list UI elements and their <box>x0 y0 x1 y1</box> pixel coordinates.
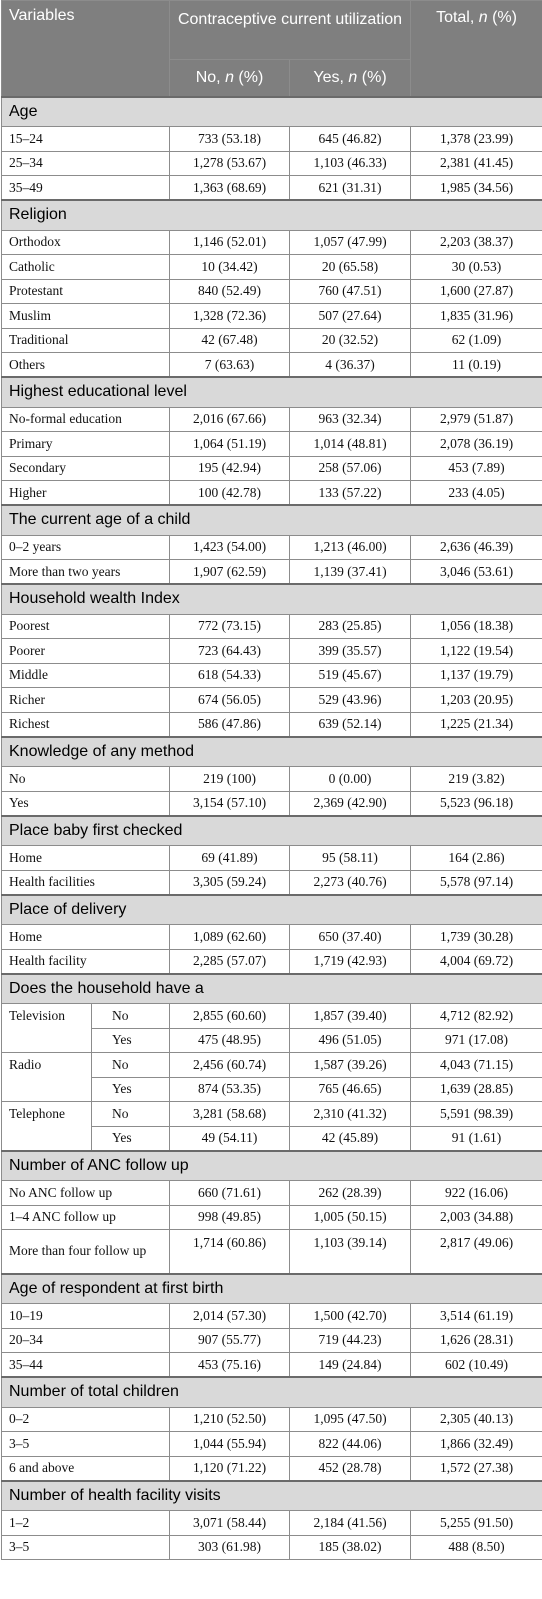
table-row <box>2 1230 542 1274</box>
section-header-row <box>2 737 542 767</box>
yes-value-cell: 258 (57.06) <box>290 456 411 481</box>
row-label: Health facility <box>2 949 170 974</box>
table-row <box>2 688 542 713</box>
yes-value-cell: 262 (28.39) <box>290 1181 411 1206</box>
sub-label: No <box>92 1102 170 1127</box>
table-row <box>2 481 542 506</box>
no-value-cell: 1,089 (62.60) <box>170 925 290 950</box>
total-value-cell: 1,835 (31.96) <box>411 304 542 329</box>
section-header-row <box>2 974 542 1004</box>
total-value-cell: 488 (8.50) <box>411 1535 542 1560</box>
section-header-row <box>2 584 542 614</box>
table-body <box>2 97 542 1560</box>
no-value-cell: 100 (42.78) <box>170 481 290 506</box>
row-label: 10–19 <box>2 1304 170 1329</box>
yes-value-cell: 1,139 (37.41) <box>290 560 411 585</box>
row-label: 0–2 years <box>2 535 170 560</box>
yes-value-cell: 1,005 (50.15) <box>290 1205 411 1230</box>
no-header: No, n (%) <box>170 60 290 97</box>
total-value-cell: 4,043 (71.15) <box>411 1053 542 1078</box>
table-row <box>2 614 542 639</box>
row-label: 1–4 ANC follow up <box>2 1205 170 1230</box>
total-value-cell: 5,523 (96.18) <box>411 791 542 816</box>
no-value-cell: 453 (75.16) <box>170 1353 290 1378</box>
section-title: Number of total children <box>2 1377 542 1407</box>
table-row <box>2 639 542 664</box>
yes-value-cell: 760 (47.51) <box>290 279 411 304</box>
table-row <box>2 1205 542 1230</box>
section-header-row <box>2 895 542 925</box>
section-title: Household wealth Index <box>2 584 542 614</box>
no-value-cell: 303 (61.98) <box>170 1535 290 1560</box>
total-value-cell: 1,203 (20.95) <box>411 688 542 713</box>
table-row <box>2 846 542 871</box>
row-label: Orthodox <box>2 230 170 255</box>
total-value-cell: 1,572 (27.38) <box>411 1456 542 1481</box>
table-row <box>2 1407 542 1432</box>
table-row <box>2 767 542 792</box>
yes-value-cell: 719 (44.23) <box>290 1328 411 1353</box>
row-label: 20–34 <box>2 1328 170 1353</box>
table-row <box>2 304 542 329</box>
no-value-cell: 907 (55.77) <box>170 1328 290 1353</box>
total-value-cell: 2,979 (51.87) <box>411 407 542 432</box>
yes-value-cell: 20 (65.58) <box>290 255 411 280</box>
table-row <box>2 870 542 895</box>
table-row <box>2 1353 542 1378</box>
no-value-cell: 618 (54.33) <box>170 663 290 688</box>
table-row <box>2 230 542 255</box>
total-value-cell: 2,636 (46.39) <box>411 535 542 560</box>
no-value-cell: 49 (54.11) <box>170 1126 290 1151</box>
section-title: Knowledge of any method <box>2 737 542 767</box>
yes-value-cell: 399 (35.57) <box>290 639 411 664</box>
row-label: 25–34 <box>2 151 170 176</box>
total-value-cell: 1,122 (19.54) <box>411 639 542 664</box>
table-row <box>2 1004 542 1029</box>
no-value-cell: 772 (73.15) <box>170 614 290 639</box>
no-value-cell: 195 (42.94) <box>170 456 290 481</box>
row-label: Traditional <box>2 328 170 353</box>
section-title: Place of delivery <box>2 895 542 925</box>
yes-value-cell: 1,103 (46.33) <box>290 151 411 176</box>
total-value-cell: 1,378 (23.99) <box>411 127 542 152</box>
section-header-row <box>2 816 542 846</box>
yes-value-cell: 621 (31.31) <box>290 176 411 201</box>
total-value-cell: 2,203 (38.37) <box>411 230 542 255</box>
no-value-cell: 2,456 (60.74) <box>170 1053 290 1078</box>
total-header: Total, n (%) <box>411 1 542 97</box>
yes-value-cell: 1,057 (47.99) <box>290 230 411 255</box>
no-value-cell: 1,120 (71.22) <box>170 1456 290 1481</box>
table-row <box>2 1456 542 1481</box>
table-row <box>2 712 542 737</box>
total-value-cell: 2,305 (40.13) <box>411 1407 542 1432</box>
no-value-cell: 660 (71.61) <box>170 1181 290 1206</box>
no-value-cell: 1,714 (60.86) <box>170 1230 290 1274</box>
yes-value-cell: 765 (46.65) <box>290 1077 411 1102</box>
section-title: Religion <box>2 200 542 230</box>
total-value-cell: 3,514 (61.19) <box>411 1304 542 1329</box>
table-row <box>2 1511 542 1536</box>
group-label: Telephone <box>2 1102 92 1151</box>
yes-value-cell: 2,184 (41.56) <box>290 1511 411 1536</box>
sub-label: Yes <box>92 1126 170 1151</box>
no-value-cell: 1,210 (52.50) <box>170 1407 290 1432</box>
table-row <box>2 279 542 304</box>
table-row <box>2 127 542 152</box>
no-value-cell: 2,014 (57.30) <box>170 1304 290 1329</box>
total-value-cell: 62 (1.09) <box>411 328 542 353</box>
section-header-row <box>2 97 542 127</box>
yes-value-cell: 1,719 (42.93) <box>290 949 411 974</box>
row-label: More than two years <box>2 560 170 585</box>
table-row <box>2 535 542 560</box>
no-value-cell: 1,363 (68.69) <box>170 176 290 201</box>
row-label: Middle <box>2 663 170 688</box>
yes-value-cell: 822 (44.06) <box>290 1432 411 1457</box>
yes-value-cell: 20 (32.52) <box>290 328 411 353</box>
yes-value-cell: 133 (57.22) <box>290 481 411 506</box>
row-label: Muslim <box>2 304 170 329</box>
row-label: Higher <box>2 481 170 506</box>
table-row <box>2 560 542 585</box>
yes-value-cell: 2,273 (40.76) <box>290 870 411 895</box>
total-value-cell: 1,985 (34.56) <box>411 176 542 201</box>
section-header-row <box>2 1274 542 1304</box>
variables-header: Variables <box>2 1 170 97</box>
table-row <box>2 663 542 688</box>
total-value-cell: 5,578 (97.14) <box>411 870 542 895</box>
total-value-cell: 2,817 (49.06) <box>411 1230 542 1274</box>
table-row <box>2 1102 542 1127</box>
total-value-cell: 602 (10.49) <box>411 1353 542 1378</box>
row-label: Home <box>2 846 170 871</box>
no-value-cell: 874 (53.35) <box>170 1077 290 1102</box>
yes-value-cell: 1,587 (39.26) <box>290 1053 411 1078</box>
row-label: No-formal education <box>2 407 170 432</box>
total-value-cell: 453 (7.89) <box>411 456 542 481</box>
yes-value-cell: 4 (36.37) <box>290 353 411 378</box>
table-row <box>2 1535 542 1560</box>
yes-value-cell: 0 (0.00) <box>290 767 411 792</box>
yes-value-cell: 507 (27.64) <box>290 304 411 329</box>
total-value-cell: 2,003 (34.88) <box>411 1205 542 1230</box>
table-row <box>2 1432 542 1457</box>
total-value-cell: 219 (3.82) <box>411 767 542 792</box>
yes-value-cell: 1,095 (47.50) <box>290 1407 411 1432</box>
yes-value-cell: 1,014 (48.81) <box>290 432 411 457</box>
row-label: Poorest <box>2 614 170 639</box>
row-label: Secondary <box>2 456 170 481</box>
table-row <box>2 925 542 950</box>
yes-value-cell: 1,213 (46.00) <box>290 535 411 560</box>
no-value-cell: 2,285 (57.07) <box>170 949 290 974</box>
section-title: Place baby first checked <box>2 816 542 846</box>
group-label: Television <box>2 1004 92 1053</box>
total-value-cell: 1,626 (28.31) <box>411 1328 542 1353</box>
yes-value-cell: 645 (46.82) <box>290 127 411 152</box>
yes-value-cell: 95 (58.11) <box>290 846 411 871</box>
no-value-cell: 1,278 (53.67) <box>170 151 290 176</box>
row-label: Yes <box>2 791 170 816</box>
section-title: Number of health facility visits <box>2 1481 542 1511</box>
no-value-cell: 3,281 (58.68) <box>170 1102 290 1127</box>
row-label: No ANC follow up <box>2 1181 170 1206</box>
row-label: 6 and above <box>2 1456 170 1481</box>
total-value-cell: 164 (2.86) <box>411 846 542 871</box>
row-label: Health facilities <box>2 870 170 895</box>
row-label: 35–44 <box>2 1353 170 1378</box>
no-value-cell: 2,855 (60.60) <box>170 1004 290 1029</box>
total-value-cell: 4,712 (82.92) <box>411 1004 542 1029</box>
total-value-cell: 91 (1.61) <box>411 1126 542 1151</box>
section-title: Highest educational level <box>2 377 542 407</box>
total-value-cell: 30 (0.53) <box>411 255 542 280</box>
total-value-cell: 1,137 (19.79) <box>411 663 542 688</box>
row-label: Primary <box>2 432 170 457</box>
total-value-cell: 2,078 (36.19) <box>411 432 542 457</box>
row-label: 35–49 <box>2 176 170 201</box>
yes-value-cell: 283 (25.85) <box>290 614 411 639</box>
yes-value-cell: 650 (37.40) <box>290 925 411 950</box>
yes-value-cell: 185 (38.02) <box>290 1535 411 1560</box>
table-row <box>2 176 542 201</box>
yes-value-cell: 519 (45.67) <box>290 663 411 688</box>
table-row <box>2 1053 542 1078</box>
no-value-cell: 586 (47.86) <box>170 712 290 737</box>
yes-value-cell: 42 (45.89) <box>290 1126 411 1151</box>
total-value-cell: 1,866 (32.49) <box>411 1432 542 1457</box>
total-value-cell: 922 (16.06) <box>411 1181 542 1206</box>
sub-label: Yes <box>92 1028 170 1053</box>
no-value-cell: 475 (48.95) <box>170 1028 290 1053</box>
no-value-cell: 219 (100) <box>170 767 290 792</box>
section-header-row <box>2 1151 542 1181</box>
section-title: Number of ANC follow up <box>2 1151 542 1181</box>
row-label: More than four follow up <box>2 1230 170 1274</box>
table-row <box>2 456 542 481</box>
no-value-cell: 1,907 (62.59) <box>170 560 290 585</box>
total-value-cell: 1,739 (30.28) <box>411 925 542 950</box>
section-header-row <box>2 200 542 230</box>
total-value-cell: 5,591 (98.39) <box>411 1102 542 1127</box>
no-value-cell: 10 (34.42) <box>170 255 290 280</box>
row-label: Poorer <box>2 639 170 664</box>
no-value-cell: 3,071 (58.44) <box>170 1511 290 1536</box>
no-value-cell: 723 (64.43) <box>170 639 290 664</box>
yes-value-cell: 529 (43.96) <box>290 688 411 713</box>
row-label: Catholic <box>2 255 170 280</box>
no-value-cell: 1,044 (55.94) <box>170 1432 290 1457</box>
row-label: 3–5 <box>2 1535 170 1560</box>
no-value-cell: 3,154 (57.10) <box>170 791 290 816</box>
table-row <box>2 949 542 974</box>
total-value-cell: 2,381 (41.45) <box>411 151 542 176</box>
section-title: Age of respondent at first birth <box>2 1274 542 1304</box>
utilization-group-header: Contraceptive current utilization <box>170 1 411 60</box>
row-label: 15–24 <box>2 127 170 152</box>
row-label: 0–2 <box>2 1407 170 1432</box>
yes-value-cell: 639 (52.14) <box>290 712 411 737</box>
row-label: Richer <box>2 688 170 713</box>
total-value-cell: 3,046 (53.61) <box>411 560 542 585</box>
table-header <box>2 1 542 97</box>
group-label: Radio <box>2 1053 92 1102</box>
row-label: Home <box>2 925 170 950</box>
section-title: The current age of a child <box>2 505 542 535</box>
sub-label: Yes <box>92 1077 170 1102</box>
section-header-row <box>2 377 542 407</box>
table-row <box>2 791 542 816</box>
no-value-cell: 42 (67.48) <box>170 328 290 353</box>
row-label: Protestant <box>2 279 170 304</box>
section-header-row <box>2 1377 542 1407</box>
no-value-cell: 7 (63.63) <box>170 353 290 378</box>
yes-value-cell: 496 (51.05) <box>290 1028 411 1053</box>
yes-value-cell: 1,103 (39.14) <box>290 1230 411 1274</box>
contraceptive-utilization-table <box>1 0 542 1560</box>
sub-label: No <box>92 1004 170 1029</box>
yes-value-cell: 1,857 (39.40) <box>290 1004 411 1029</box>
yes-value-cell: 1,500 (42.70) <box>290 1304 411 1329</box>
table-row <box>2 407 542 432</box>
table-row <box>2 255 542 280</box>
no-value-cell: 674 (56.05) <box>170 688 290 713</box>
total-value-cell: 971 (17.08) <box>411 1028 542 1053</box>
total-value-cell: 4,004 (69.72) <box>411 949 542 974</box>
no-value-cell: 998 (49.85) <box>170 1205 290 1230</box>
yes-value-cell: 2,369 (42.90) <box>290 791 411 816</box>
table-row <box>2 1328 542 1353</box>
sub-label: No <box>92 1053 170 1078</box>
row-label: Others <box>2 353 170 378</box>
section-title: Does the household have a <box>2 974 542 1004</box>
no-value-cell: 1,423 (54.00) <box>170 535 290 560</box>
no-value-cell: 3,305 (59.24) <box>170 870 290 895</box>
yes-value-cell: 963 (32.34) <box>290 407 411 432</box>
yes-value-cell: 2,310 (41.32) <box>290 1102 411 1127</box>
table-row <box>2 328 542 353</box>
yes-value-cell: 149 (24.84) <box>290 1353 411 1378</box>
total-value-cell: 1,225 (21.34) <box>411 712 542 737</box>
total-value-cell: 1,056 (18.38) <box>411 614 542 639</box>
section-title: Age <box>2 97 542 127</box>
total-value-cell: 1,600 (27.87) <box>411 279 542 304</box>
no-value-cell: 1,064 (51.19) <box>170 432 290 457</box>
row-label: 1–2 <box>2 1511 170 1536</box>
table-row <box>2 353 542 378</box>
table-row <box>2 151 542 176</box>
total-value-cell: 11 (0.19) <box>411 353 542 378</box>
section-header-row <box>2 505 542 535</box>
table-row <box>2 1181 542 1206</box>
total-value-cell: 5,255 (91.50) <box>411 1511 542 1536</box>
no-value-cell: 733 (53.18) <box>170 127 290 152</box>
total-value-cell: 233 (4.05) <box>411 481 542 506</box>
no-value-cell: 1,146 (52.01) <box>170 230 290 255</box>
section-header-row <box>2 1481 542 1511</box>
no-value-cell: 69 (41.89) <box>170 846 290 871</box>
no-value-cell: 840 (52.49) <box>170 279 290 304</box>
no-value-cell: 1,328 (72.36) <box>170 304 290 329</box>
table-row <box>2 1304 542 1329</box>
row-label: No <box>2 767 170 792</box>
yes-header: Yes, n (%) <box>290 60 411 97</box>
row-label: 3–5 <box>2 1432 170 1457</box>
no-value-cell: 2,016 (67.66) <box>170 407 290 432</box>
total-value-cell: 1,639 (28.85) <box>411 1077 542 1102</box>
table-row <box>2 432 542 457</box>
yes-value-cell: 452 (28.78) <box>290 1456 411 1481</box>
row-label: Richest <box>2 712 170 737</box>
